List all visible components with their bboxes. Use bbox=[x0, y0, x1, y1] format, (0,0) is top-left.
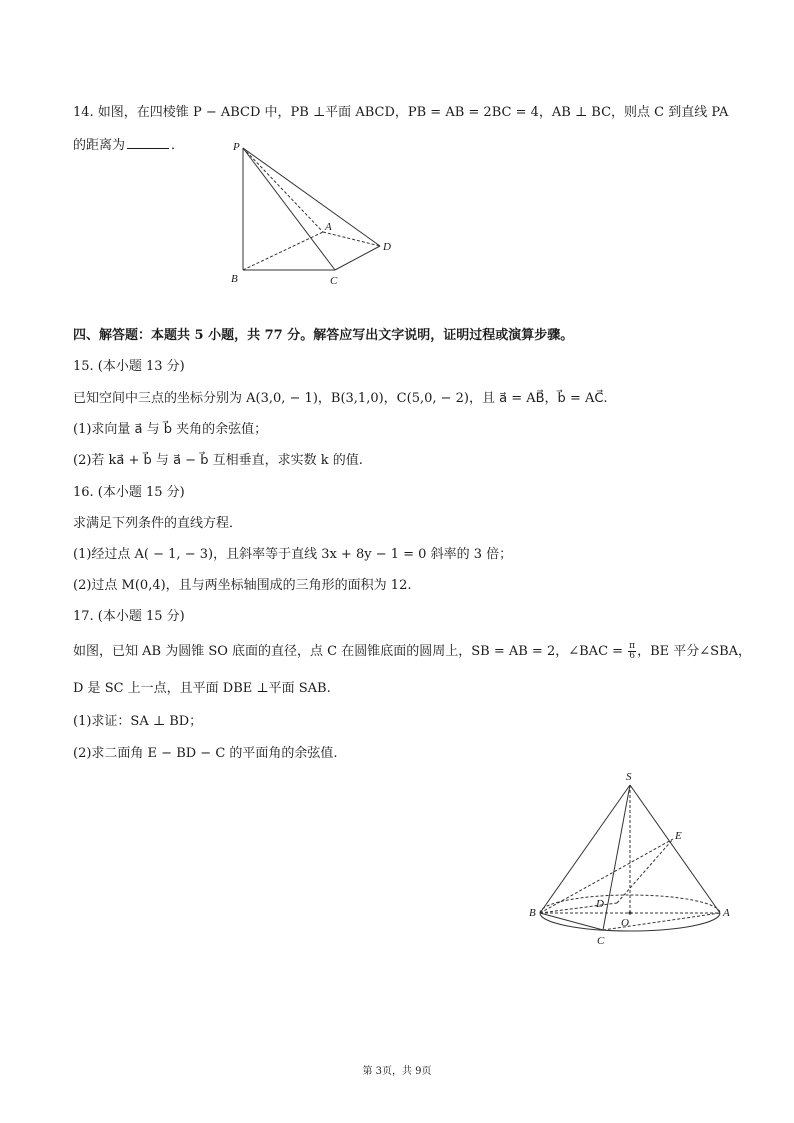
q15-stem: 已知空间中三点的坐标分别为 A(3,0, − 1)，B(3,1,0)，C(5,0, − 2)，且 a⃗ = AB⃗，b⃗ = AC⃗. bbox=[73, 391, 608, 406]
label-A: A bbox=[325, 221, 332, 233]
segment-BE bbox=[540, 839, 673, 913]
q17-title: 17. (本小题 15 分) bbox=[73, 609, 185, 624]
q17-stem-line1 bbox=[73, 642, 751, 661]
edge-AD bbox=[323, 232, 380, 246]
q16-stem: 求满足下列条件的直线方程． bbox=[73, 516, 243, 531]
label-D: D bbox=[383, 241, 391, 253]
pi-over-6-fraction bbox=[628, 642, 636, 661]
q17-stem-part-a: 如图，已知 AB 为圆锥 SO 底面的直径，点 C 在圆锥底面的圆周上，SB = AB = 2，∠BAC = bbox=[73, 644, 628, 659]
q17-cone-figure bbox=[525, 765, 740, 955]
edge-PD bbox=[243, 148, 380, 246]
q17-part2: (2)求二面角 E − BD − C 的平面角的余弦值. bbox=[73, 746, 338, 761]
segment-DE bbox=[617, 839, 673, 903]
q15-title: 15. (本小题 13 分) bbox=[73, 359, 185, 374]
edge-SC bbox=[603, 785, 630, 930]
label-P: P bbox=[233, 141, 240, 153]
q17-stem-line2: D 是 SC 上一点，且平面 DBE ⊥平面 SAB. bbox=[73, 681, 331, 696]
page-footer: 第 3页，共 9页 bbox=[362, 1066, 432, 1077]
q16-title: 16. (本小题 15 分) bbox=[73, 485, 185, 500]
label-B: B bbox=[529, 907, 536, 919]
q15-part1: (1)求向量 a⃗ 与 b⃗ 夹角的余弦值； bbox=[73, 422, 268, 437]
label-S: S bbox=[626, 771, 632, 783]
edge-SB bbox=[540, 785, 630, 913]
edge-SA bbox=[630, 785, 720, 913]
edge-PA bbox=[243, 148, 323, 232]
edge-CD bbox=[335, 246, 380, 270]
label-C: C bbox=[597, 935, 605, 947]
section-heading: 四、解答题：本题共 5 小题，共 77 分。解答应写出文字说明，证明过程或演算步骤。 bbox=[73, 328, 574, 343]
label-E: E bbox=[675, 830, 682, 842]
q17-part1: (1)求证：SA ⊥ BD； bbox=[73, 714, 203, 729]
q16-part1: (1)经过点 A( − 1, − 3)，且斜率等于直线 3x + 8y − 1 = 0 斜率的 3 倍； bbox=[73, 547, 513, 562]
label-D: D bbox=[596, 898, 604, 910]
q16-part2: (2)过点 M(0,4)，且与两坐标轴围成的三角形的面积为 12. bbox=[73, 578, 412, 593]
q17-stem-part-b: ，BE 平分∠SBA， bbox=[637, 644, 752, 659]
fraction-denominator: 6 bbox=[629, 651, 635, 661]
q14-stem-line2 bbox=[73, 136, 184, 155]
fraction-numerator: π bbox=[629, 641, 636, 651]
edge-BA bbox=[243, 232, 323, 270]
label-B: B bbox=[231, 273, 238, 285]
q14-stem-line2-prefix: 的距离为 bbox=[73, 138, 126, 153]
label-O: O bbox=[621, 917, 629, 929]
q14-stem-line1: 14. 如图，在四棱锥 P − ABCD 中，PB ⊥平面 ABCD，PB = AB = 2BC = 4，AB ⊥ BC，则点 C 到直线 PA bbox=[73, 105, 729, 120]
q14-stem-line2-suffix: ． bbox=[171, 138, 185, 153]
answer-blank bbox=[127, 136, 169, 149]
q15-part2: (2)若 ka⃗ + b⃗ 与 a⃗ − b⃗ 互相垂直，求实数 k 的值. bbox=[73, 453, 363, 468]
q14-pyramid-figure bbox=[225, 138, 395, 288]
base-front-arc bbox=[540, 913, 720, 931]
label-A: A bbox=[723, 907, 730, 919]
label-C: C bbox=[330, 275, 338, 287]
center-point-O bbox=[628, 911, 631, 914]
edge-PC bbox=[243, 148, 335, 270]
